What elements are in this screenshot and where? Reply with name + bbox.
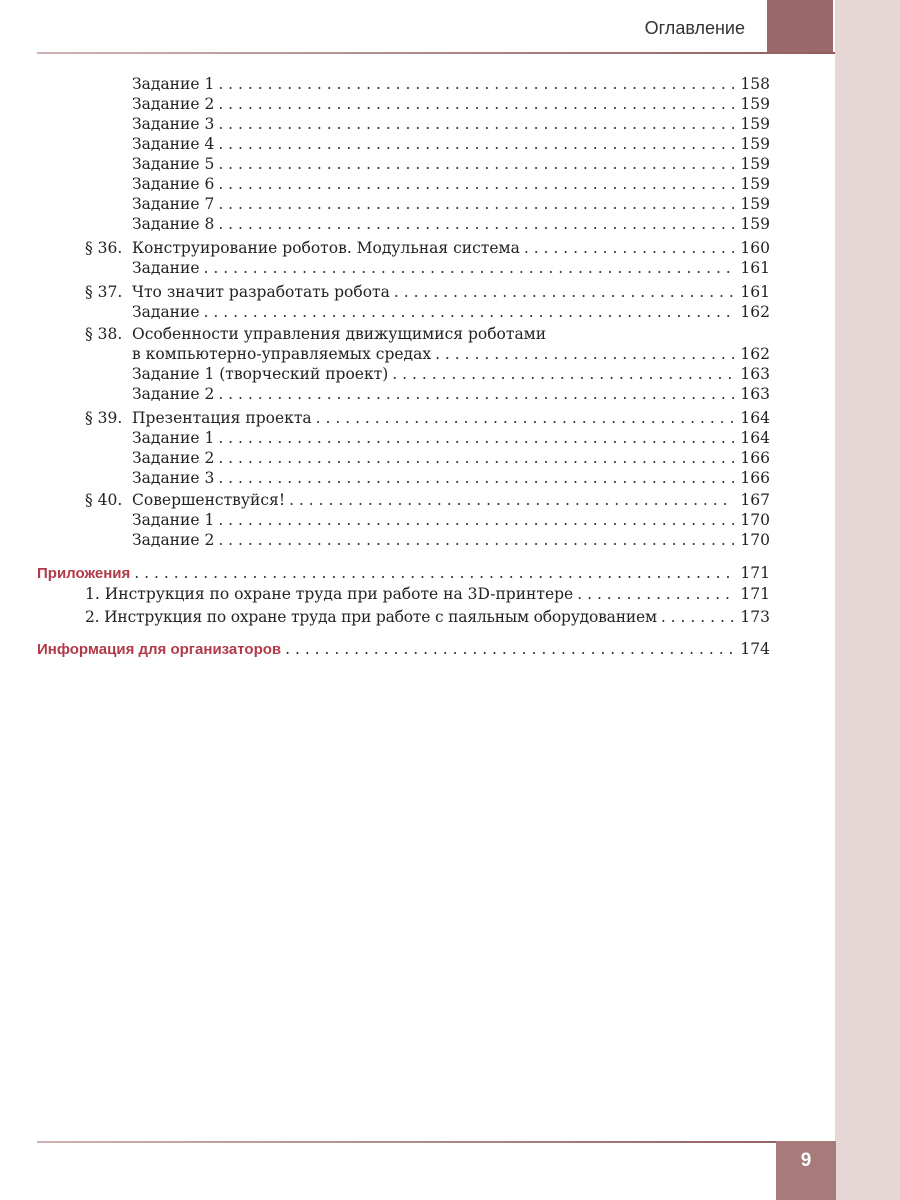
toc-entry[interactable]: [132, 384, 770, 404]
toc-page-number: 173: [740, 608, 770, 626]
section-title: Что значит разработать робота: [132, 283, 390, 301]
toc-entry-label: Задание 7: [132, 195, 215, 213]
dot-leader: [218, 134, 734, 154]
dot-leader: [218, 448, 734, 468]
toc-entry-label: Задание 2: [132, 531, 215, 549]
side-band: [835, 0, 900, 1200]
toc-entry[interactable]: [132, 214, 770, 234]
appendix-heading: Приложения: [37, 565, 131, 582]
toc-page-number: 163: [740, 385, 770, 403]
toc-section-40[interactable]: [85, 490, 770, 510]
toc-entry-label: Задание 3: [132, 115, 215, 133]
section-number: § 36.: [85, 239, 123, 257]
toc-entry[interactable]: [132, 154, 770, 174]
toc-appendix-item[interactable]: [85, 584, 770, 604]
toc-entry-label: 1. Инструкция по охране труда при работе на 3D-принтере: [85, 585, 574, 603]
toc-entry-label: Задание 1: [132, 75, 215, 93]
toc-entry-label: Задание: [132, 259, 200, 277]
toc-entry[interactable]: [132, 258, 770, 278]
toc-entry[interactable]: [132, 448, 770, 468]
toc-section-38-line2[interactable]: [132, 344, 770, 364]
dot-leader: [435, 344, 734, 364]
dot-leader: [218, 468, 734, 488]
section-title: Конструирование роботов. Модульная система: [132, 239, 520, 257]
toc-page-number: 162: [740, 303, 770, 321]
toc-entry-label: Задание 1: [132, 511, 215, 529]
toc-section-37[interactable]: [85, 282, 770, 302]
toc-page-number: 167: [740, 491, 770, 509]
toc-entry-label: Задание 2: [132, 385, 215, 403]
toc-section-38-line1[interactable]: [85, 324, 546, 344]
toc-page-number: 166: [740, 469, 770, 487]
section-title: Совершенствуйся!: [132, 491, 286, 509]
dot-leader: [218, 194, 734, 214]
section-number: § 39.: [85, 409, 123, 427]
toc-entry-label: Задание 3: [132, 469, 215, 487]
dot-leader: [218, 530, 734, 550]
toc-page-number: 159: [740, 115, 770, 133]
running-header: Оглавление: [644, 18, 745, 38]
dot-leader: [204, 302, 734, 322]
toc-entry[interactable]: [132, 302, 770, 322]
toc-page-number: 163: [740, 365, 770, 383]
toc-page-number: 171: [740, 585, 770, 603]
toc-entry[interactable]: [132, 174, 770, 194]
toc-organizers[interactable]: [37, 639, 770, 659]
toc-entry-label: Задание 1 (творческий проект): [132, 365, 389, 383]
dot-leader: [204, 258, 734, 278]
dot-leader: [392, 364, 734, 384]
section-title: Особенности управления движущимися роботами: [132, 325, 547, 343]
section-number: § 37.: [85, 283, 123, 301]
toc-entry[interactable]: [132, 364, 770, 384]
toc-page-number: 170: [740, 511, 770, 529]
dot-leader: [524, 238, 734, 258]
toc-page-number: 160: [740, 239, 770, 257]
toc-page-number: 159: [740, 175, 770, 193]
toc-page-number: 159: [740, 155, 770, 173]
toc-page-number: 159: [740, 135, 770, 153]
toc-appendix-item[interactable]: [85, 607, 770, 627]
toc-entry-label: Задание 1: [132, 429, 215, 447]
toc-page-number: 161: [740, 259, 770, 277]
dot-leader: [289, 490, 734, 510]
toc-entry-label: Задание 5: [132, 155, 215, 173]
toc-entry-label: 2. Инструкция по охране труда при работе с паяльным оборудованием: [85, 608, 657, 626]
organizers-heading: Информация для организаторов: [37, 641, 282, 658]
toc-section-39[interactable]: [85, 408, 770, 428]
dot-leader: [134, 563, 734, 583]
toc-page-number: 164: [740, 409, 770, 427]
section-title: Презентация проекта: [132, 409, 312, 427]
dot-leader: [218, 510, 734, 530]
section-title-continuation: в компьютерно-управляемых средах: [132, 345, 432, 363]
toc-entry[interactable]: [132, 468, 770, 488]
toc-entry-label: Задание 4: [132, 135, 215, 153]
toc-entry[interactable]: [132, 134, 770, 154]
toc-entry-label: Задание 2: [132, 449, 215, 467]
toc-section-36[interactable]: [85, 238, 770, 258]
header-tab: [767, 0, 833, 52]
dot-leader: [218, 384, 734, 404]
dot-leader: [285, 639, 734, 659]
dot-leader: [218, 74, 734, 94]
dot-leader: [218, 174, 734, 194]
toc-page-number: 159: [740, 195, 770, 213]
dot-leader: [218, 154, 734, 174]
toc-page-number: 162: [740, 345, 770, 363]
toc-page-number: 159: [740, 215, 770, 233]
section-number: § 38.: [85, 325, 123, 343]
toc-entry[interactable]: [132, 114, 770, 134]
toc-entry[interactable]: [132, 510, 770, 530]
toc-entry[interactable]: [132, 194, 770, 214]
toc-entry-label: Задание: [132, 303, 200, 321]
footer-rule: [37, 1141, 835, 1143]
toc-page-number: 158: [740, 75, 770, 93]
header-rule: [37, 52, 835, 54]
page-number: 9: [800, 1150, 812, 1171]
toc-page-number: 164: [740, 429, 770, 447]
toc-entry[interactable]: [132, 428, 770, 448]
toc-appendix[interactable]: [37, 563, 770, 583]
dot-leader: [661, 607, 734, 627]
section-number: § 40.: [85, 491, 123, 509]
toc-entry-label: Задание 6: [132, 175, 215, 193]
toc-page-number: 170: [740, 531, 770, 549]
toc-page-number: 166: [740, 449, 770, 467]
toc-page-number: 174: [740, 640, 770, 658]
toc-page-number: 171: [740, 564, 770, 582]
toc-entry-label: Задание 2: [132, 95, 215, 113]
dot-leader: [577, 584, 734, 604]
dot-leader: [218, 428, 734, 448]
dot-leader: [394, 282, 734, 302]
toc-page-number: 161: [740, 283, 770, 301]
dot-leader: [218, 214, 734, 234]
toc-entry[interactable]: [132, 74, 770, 94]
dot-leader: [218, 114, 734, 134]
toc-entry-label: Задание 8: [132, 215, 215, 233]
toc-page-number: 159: [740, 95, 770, 113]
dot-leader: [316, 408, 734, 428]
toc-entry[interactable]: [132, 94, 770, 114]
toc-entry[interactable]: [132, 530, 770, 550]
dot-leader: [218, 94, 734, 114]
